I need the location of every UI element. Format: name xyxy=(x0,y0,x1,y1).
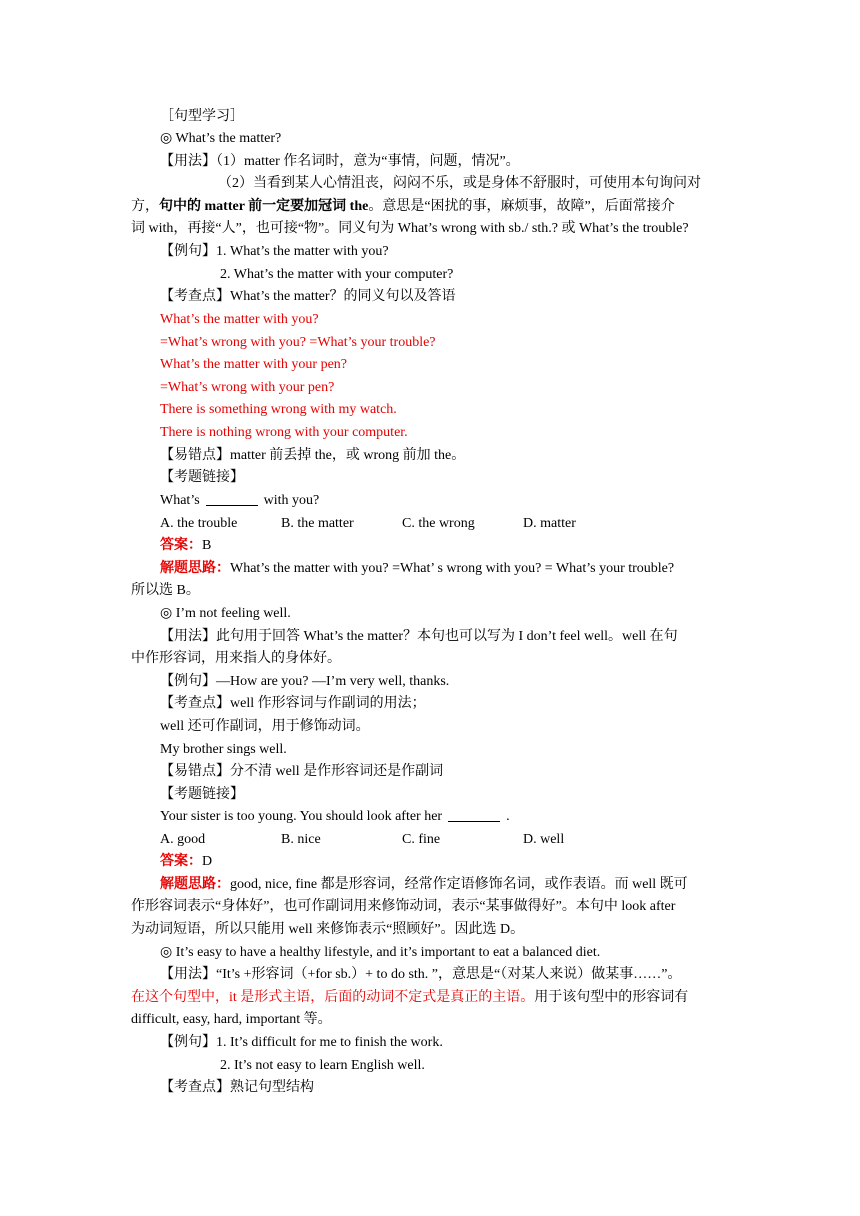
usage: 【用法】“It’s +形容词（+for sb.）+ to do sth. ”，意思是“（对某人来说）做某事……”。 xyxy=(160,967,682,982)
key-point-2: well 还可作副词，用于修饰动词。 xyxy=(160,719,370,734)
error-point: 【易错点】matter 前丢掉 the，或 wrong 前加 the。 xyxy=(160,448,466,463)
option-c: C. the wrong xyxy=(402,516,475,531)
option-a: A. good xyxy=(160,832,206,847)
explanation-cont: 所以选 B。 xyxy=(131,583,200,598)
option-d: D. matter xyxy=(523,516,576,531)
error-point: 【易错点】分不清 well 是作形容词还是作副词 xyxy=(160,764,444,779)
example-1: 【例句】1. What’s the matter with you? xyxy=(160,244,389,259)
example-2: 2. What’s the matter with your computer? xyxy=(220,267,454,282)
key-point-3: My brother sings well. xyxy=(160,742,287,757)
usage-cont: 在这个句型中，it 是形式主语，后面的动词不定式是真正的主语。用于该句型中的形容词有 xyxy=(131,990,689,1005)
option-b: B. the matter xyxy=(281,516,354,531)
key-point: 【考查点】What’s the matter？的同义句以及答语 xyxy=(160,289,456,304)
question: Your sister is too young. You should look after her . xyxy=(160,809,510,824)
explanation-cont: 为动词短语，所以只能用 well 来修饰表示“照顾好”。因此选 D。 xyxy=(131,922,525,937)
question: What’s with you? xyxy=(160,493,320,508)
explanation: 解题思路：What’s the matter with you? =What’ s wrong with you? = What’s your trouble? xyxy=(160,561,675,576)
option-b: B. nice xyxy=(281,832,321,847)
option-a: A. the trouble xyxy=(160,516,238,531)
usage-2c: 词 with，再接“人”，也可接“物”。同义句为 What’s wrong with sb./ sth.? 或 What’s the trouble? xyxy=(131,221,689,236)
options xyxy=(160,829,740,851)
usage-2b: 方，句中的 matter 前一定要加冠词 the。意思是“困扰的事，麻烦事，故障”，后面常接介 xyxy=(131,199,675,214)
options xyxy=(160,513,740,535)
example-2: 2. It’s not easy to learn English well. xyxy=(220,1058,425,1073)
explanation: 解题思路：good, nice, fine 都是形容词，经常作定语修饰名词，或作表语。而 well 既可 xyxy=(160,877,688,892)
question-link: 【考题链接】 xyxy=(160,787,244,802)
red-line: =What’s wrong with you? =What’s your trouble? xyxy=(160,335,436,350)
example: 【例句】—How are you? —I’m very well, thanks. xyxy=(160,674,450,689)
answer: 答案：D xyxy=(160,854,213,869)
usage-2b-bold: 句中的 matter 前一定要加冠词 the xyxy=(159,199,369,214)
explanation-cont: 作形容词表示“身体好”，也可作副词用来修饰动词，表示“某事做得好”。本句中 look after xyxy=(131,899,676,914)
section-heading: ［句型学习］ xyxy=(160,109,244,124)
usage-1: 【用法】（1）matter 作名词时，意为“事情，问题，情况”。 xyxy=(160,154,520,169)
usage-2a: （2）当看到某人心情沮丧，闷闷不乐，或是身体不舒服时，可使用本句询问对 xyxy=(218,176,701,191)
option-c: C. fine xyxy=(402,832,441,847)
red-line: What’s the matter with you? xyxy=(160,312,319,327)
red-line: What’s the matter with your pen? xyxy=(160,357,347,372)
option-d: D. well xyxy=(523,832,565,847)
usage-cont: 中作形容词，用来指人的身体好。 xyxy=(131,651,341,666)
sentence-title-3: ◎ It’s easy to have a healthy lifestyle, and it’s important to eat a balanced diet. xyxy=(160,945,601,960)
usage-cont-2: difficult, easy, hard, important 等。 xyxy=(131,1012,332,1027)
red-line: =What’s wrong with your pen? xyxy=(160,380,335,395)
answer: 答案：B xyxy=(160,538,212,553)
key-point: 【考查点】well 作形容词与作副词的用法； xyxy=(160,696,426,711)
key-point: 【考查点】熟记句型结构 xyxy=(160,1080,314,1095)
usage: 【用法】此句用于回答 What’s the matter？本句也可以写为 I don’t feel well。well 在句 xyxy=(160,629,678,644)
red-line: There is something wrong with my watch. xyxy=(160,402,397,417)
sentence-title-1: ◎ What’s the matter? xyxy=(160,131,282,146)
sentence-title-2: ◎ I’m not feeling well. xyxy=(160,606,291,621)
question-link: 【考题链接】 xyxy=(160,470,244,485)
answer-blank xyxy=(206,491,258,506)
example-1: 【例句】1. It’s difficult for me to finish the work. xyxy=(160,1035,443,1050)
red-line: There is nothing wrong with your computer. xyxy=(160,425,408,440)
answer-blank xyxy=(448,807,500,822)
